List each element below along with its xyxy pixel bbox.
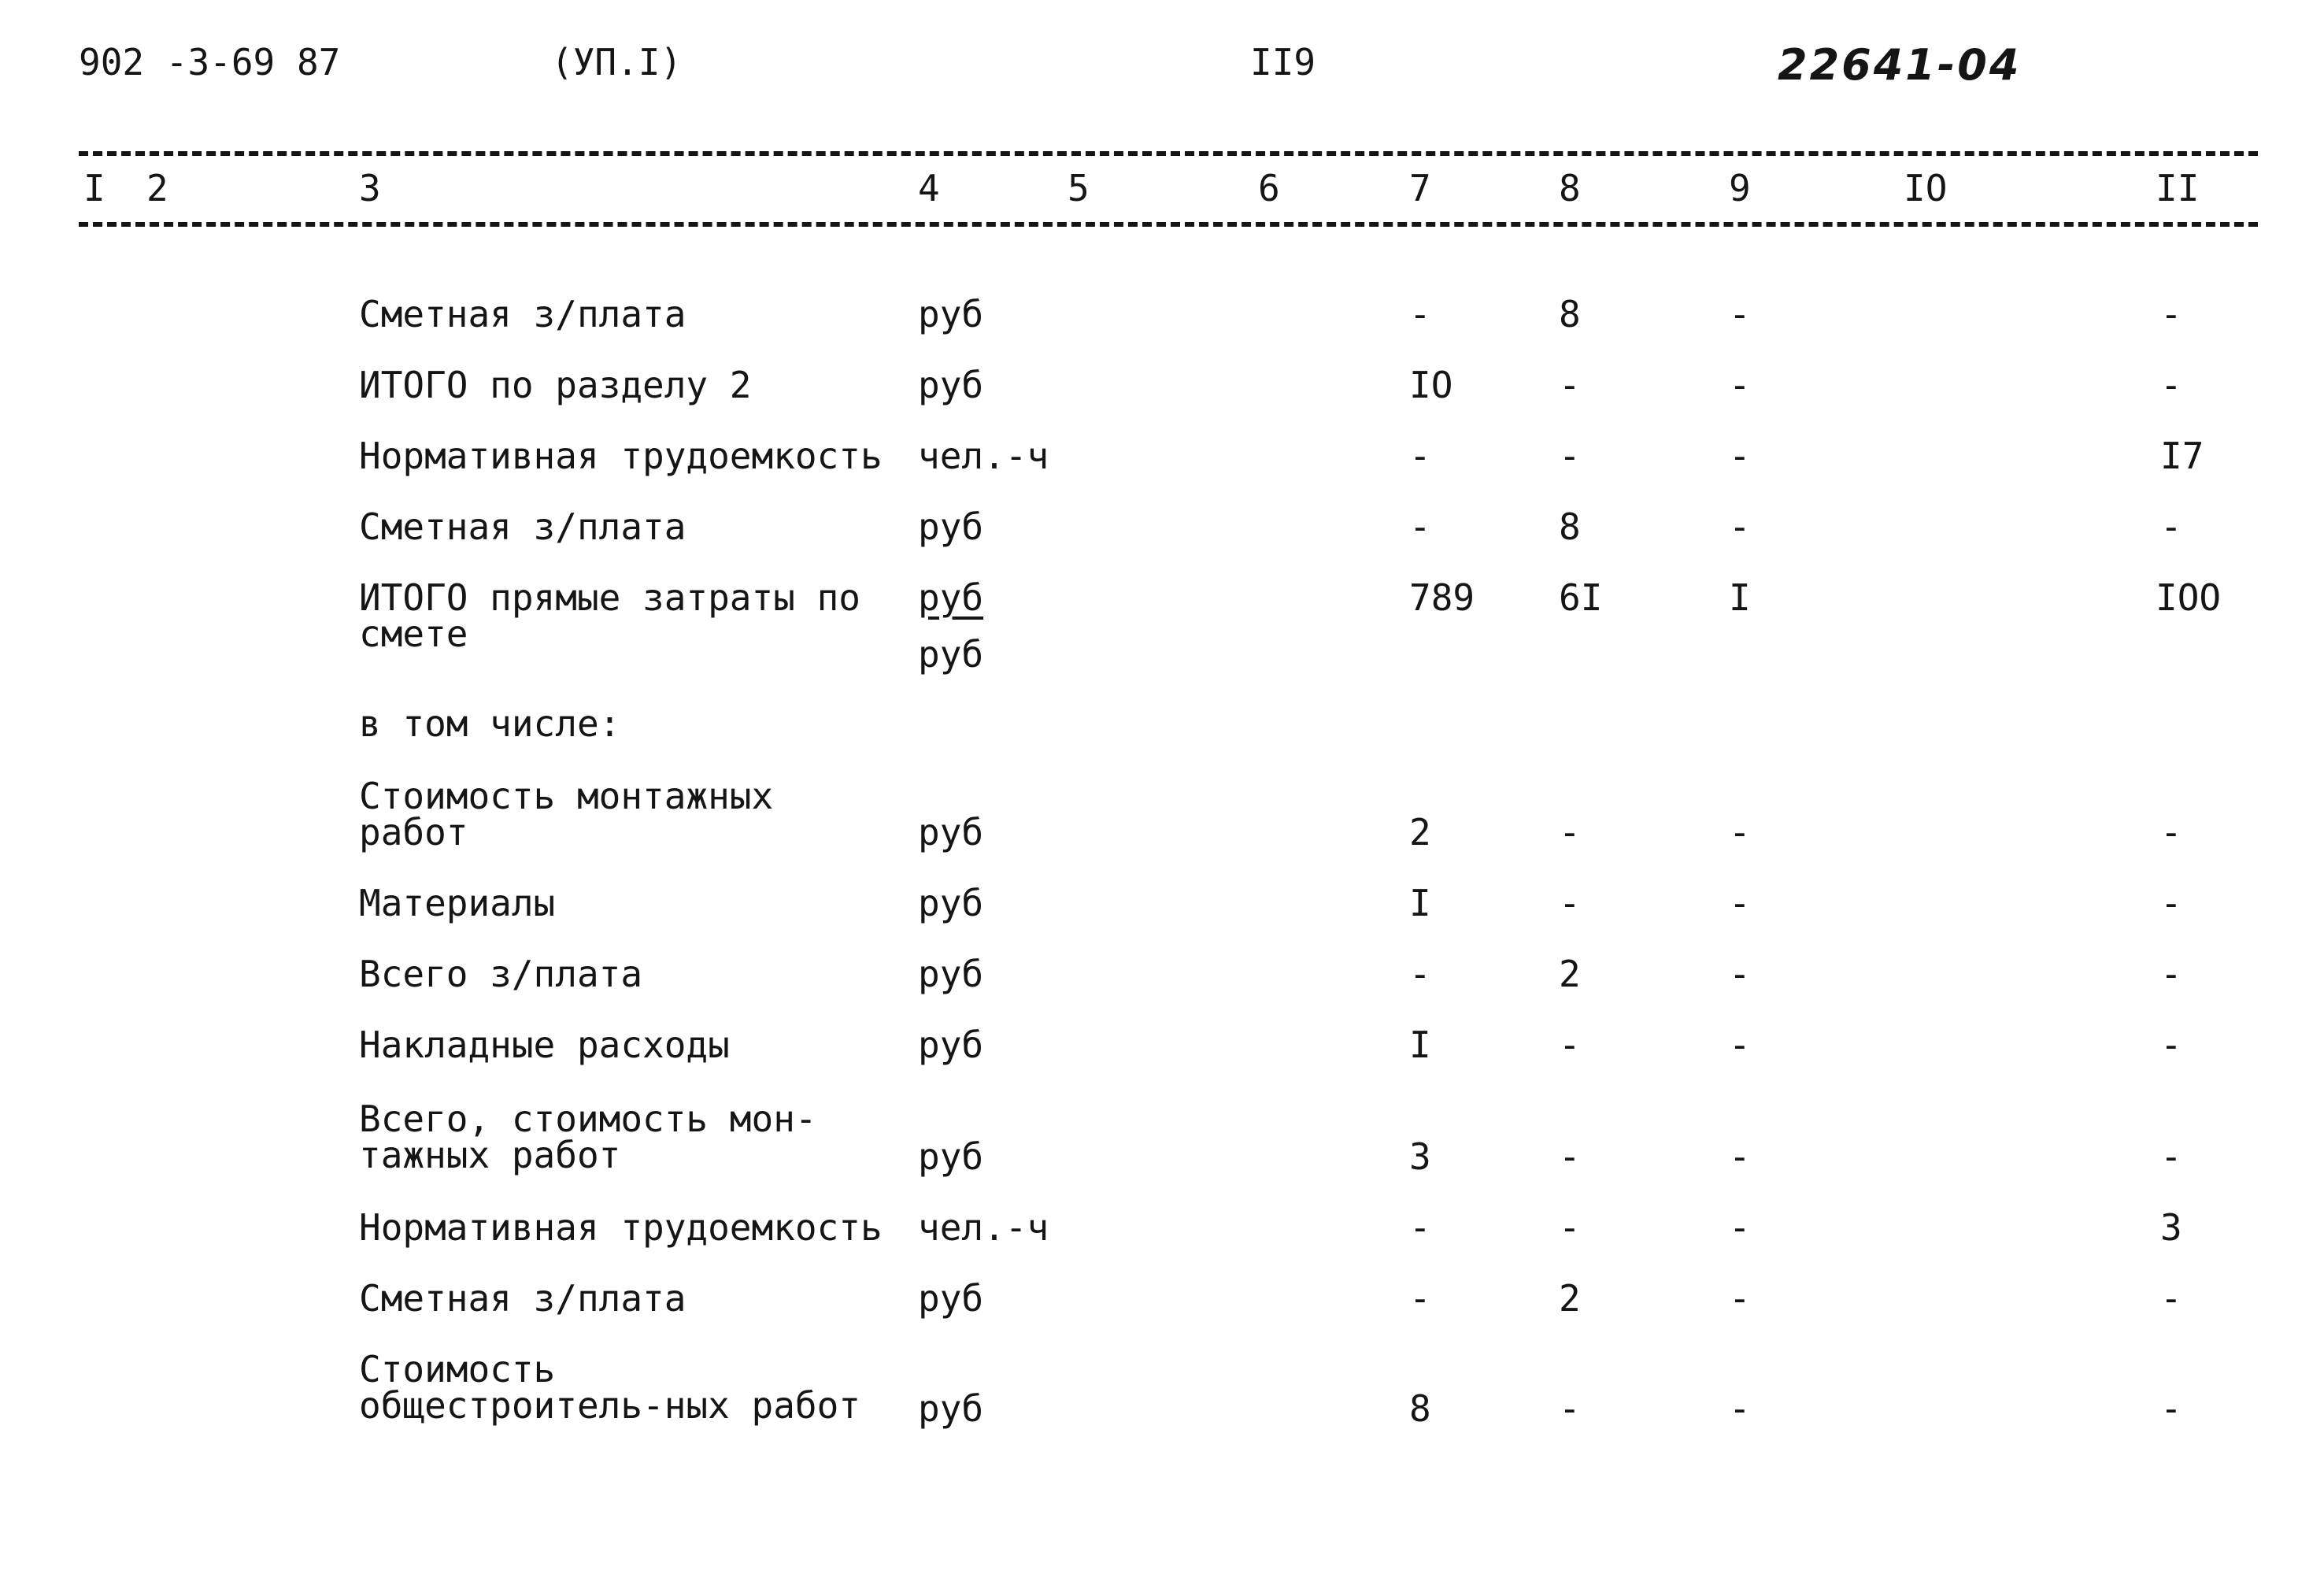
cell-col7: 3 [1409, 1135, 1431, 1178]
col-header-3: 3 [359, 167, 381, 209]
cell-col7: I [1409, 1024, 1431, 1066]
cell-col7: - [1409, 505, 1431, 548]
cell-col11: I7 [2160, 435, 2204, 477]
cell-col8: 8 [1559, 505, 1581, 548]
cell-col8: - [1559, 1024, 1581, 1066]
cell-col9: I [1729, 576, 1751, 619]
cell-col9: - [1729, 1206, 1751, 1249]
col-header-4: 4 [918, 167, 940, 209]
row-description: ИТОГО по разделу 2 [359, 364, 752, 406]
section-label: (УП.I) [551, 41, 683, 83]
cell-col7: - [1409, 435, 1431, 477]
row-description: Всего, стоимость мон-тажных работ [359, 1098, 817, 1176]
cell-col7: - [1409, 953, 1431, 995]
row-unit: руб [918, 1387, 984, 1430]
cell-col7: 2 [1409, 811, 1431, 853]
row-description: Стоимость общестроитель-ных работ [359, 1348, 860, 1427]
row-description: ИТОГО прямые затраты по смете [359, 576, 860, 655]
row-description: Всего з/плата [359, 953, 643, 995]
cell-col11: - [2160, 882, 2182, 924]
row-unit: руб [918, 576, 984, 619]
cell-col7: - [1409, 293, 1431, 335]
cell-col8: 6I [1559, 576, 1603, 619]
cell-col9: - [1729, 435, 1751, 477]
cell-col11: IOO [2156, 576, 2222, 619]
cell-col8: 2 [1559, 1277, 1581, 1320]
cell-col8: - [1559, 882, 1581, 924]
row-unit: руб [918, 364, 984, 406]
page-number: II9 [1250, 41, 1316, 83]
row-unit: руб [918, 953, 984, 995]
row-unit: чел.-ч [918, 1206, 1049, 1249]
header-top-rule [79, 151, 2258, 156]
cell-col11: - [2160, 953, 2182, 995]
cell-col8: - [1559, 1387, 1581, 1430]
col-header-5: 5 [1068, 167, 1090, 209]
cell-col11: - [2160, 1277, 2182, 1320]
row-description: Сметная з/плата [359, 293, 686, 335]
cell-col8: - [1559, 1135, 1581, 1178]
cell-col8: - [1559, 435, 1581, 477]
cell-col11: - [2160, 1024, 2182, 1066]
cell-col11: - [2160, 364, 2182, 406]
cell-col9: - [1729, 364, 1751, 406]
cell-col9: - [1729, 505, 1751, 548]
cell-col7: - [1409, 1206, 1431, 1249]
row-unit: руб [918, 1277, 984, 1320]
row-description: Нормативная трудоемкость [359, 435, 883, 477]
cell-col11: - [2160, 505, 2182, 548]
cell-col9: - [1729, 1387, 1751, 1430]
cell-col11: - [2160, 293, 2182, 335]
col-header-7: 7 [1409, 167, 1431, 209]
cell-col9: - [1729, 953, 1751, 995]
row-unit: руб [918, 1135, 984, 1178]
cell-col7: - [1409, 1277, 1431, 1320]
header-bottom-rule [79, 222, 2258, 227]
row-description: Сметная з/плата [359, 505, 686, 548]
row-unit: чел.-ч [918, 435, 1049, 477]
col-header-6: 6 [1258, 167, 1280, 209]
row-description: Накладные расходы [359, 1024, 730, 1066]
cell-col9: - [1729, 1024, 1751, 1066]
col-header-11: II [2156, 167, 2200, 209]
cell-col9: - [1729, 1277, 1751, 1320]
row-unit: руб [918, 1024, 984, 1066]
cell-col9: - [1729, 811, 1751, 853]
cell-col7: I [1409, 882, 1431, 924]
cell-col8: - [1559, 811, 1581, 853]
row-description: Материалы [359, 882, 556, 924]
cell-col9: - [1729, 882, 1751, 924]
cell-col8: - [1559, 1206, 1581, 1249]
row-unit-secondary: руб [918, 633, 984, 676]
row-unit: руб [918, 505, 984, 548]
row-description: Нормативная трудоемкость [359, 1206, 883, 1249]
cell-col8: 2 [1559, 953, 1581, 995]
col-header-10: IO [1904, 167, 1948, 209]
col-header-8: 8 [1559, 167, 1581, 209]
cell-col9: - [1729, 1135, 1751, 1178]
row-subheading: в том числе: [359, 702, 621, 745]
cell-col7: IO [1409, 364, 1453, 406]
col-header-1: I [83, 167, 105, 209]
cell-col11: 3 [2160, 1206, 2182, 1249]
cell-col11: - [2160, 1135, 2182, 1178]
col-header-9: 9 [1729, 167, 1751, 209]
col-header-2: 2 [146, 167, 168, 209]
row-unit: руб [918, 811, 984, 853]
row-unit: руб [918, 882, 984, 924]
row-description: Сметная з/плата [359, 1277, 686, 1320]
doc-code: 902 -3-69 87 [79, 41, 341, 83]
row-description: Стоимость монтажных работ [359, 775, 774, 853]
handwritten-number: 22641-04 [1778, 40, 2022, 90]
cell-col11: - [2160, 811, 2182, 853]
cell-col7: 789 [1409, 576, 1475, 619]
cell-col11: - [2160, 1387, 2182, 1430]
cell-col8: - [1559, 364, 1581, 406]
cell-col7: 8 [1409, 1387, 1431, 1430]
row-unit: руб [918, 293, 984, 335]
cell-col8: 8 [1559, 293, 1581, 335]
cell-col9: - [1729, 293, 1751, 335]
